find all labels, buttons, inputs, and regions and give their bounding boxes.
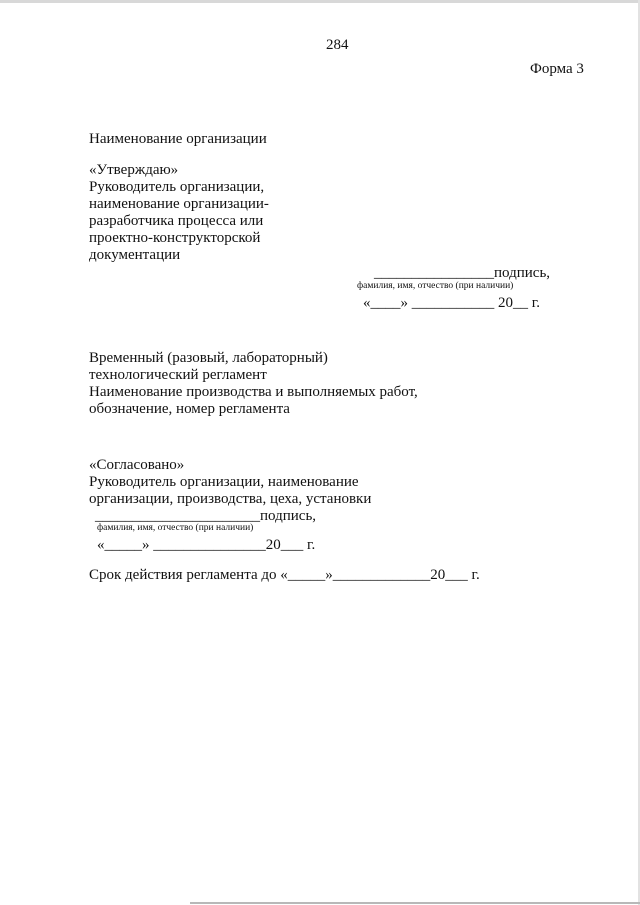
approval-date-line: «____» ___________ 20__ г. — [363, 295, 540, 311]
agreed-line: Руководитель организации, наименование — [89, 474, 359, 490]
regulation-line: обозначение, номер регламента — [89, 401, 290, 417]
approval-line: документации — [89, 247, 181, 263]
approval-line: Руководитель организации, — [89, 179, 265, 195]
agreed-title: «Согласовано» — [89, 457, 185, 473]
organization-name: Наименование организации — [89, 131, 267, 147]
agreed-date-line: «_____» _______________20___ г. — [97, 537, 316, 553]
page-number: 284 — [326, 37, 349, 53]
validity-line: Срок действия регламента до «_____»_____________20___ г. — [89, 567, 480, 583]
regulation-line: Временный (разовый, лабораторный) — [89, 350, 328, 366]
regulation-line: технологический регламент — [89, 367, 267, 383]
approval-signature-caption: фамилия, имя, отчество (при наличии) — [357, 281, 514, 291]
approval-signature-line: ________________подпись, — [374, 265, 551, 281]
scan-edge-bottom — [190, 902, 640, 904]
agreed-signature-caption: фамилия, имя, отчество (при наличии) — [97, 523, 254, 533]
agreed-signature-line: ______________________подпись, — [95, 508, 317, 524]
approval-title: «Утверждаю» — [89, 162, 179, 178]
approval-line: проектно-конструкторской — [89, 230, 261, 246]
regulation-line: Наименование производства и выполняемых работ, — [89, 384, 418, 400]
approval-line: наименование организации- — [89, 196, 269, 212]
form-label: Форма 3 — [530, 61, 584, 77]
agreed-line: организации, производства, цеха, установки — [89, 491, 372, 507]
scan-edge-top — [0, 0, 640, 3]
approval-line: разработчика процесса или — [89, 213, 264, 229]
